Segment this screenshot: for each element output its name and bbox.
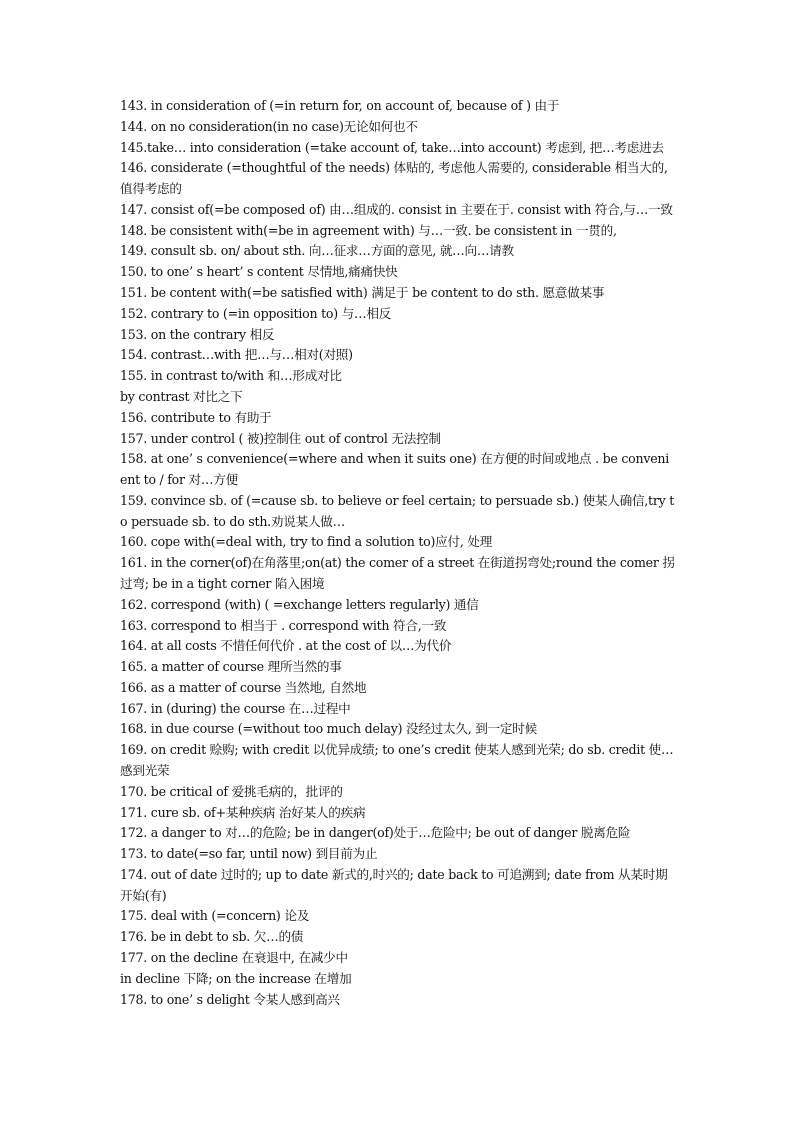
- text-line: 177. on the decline 在衰退中, 在减少中: [120, 950, 348, 966]
- text-line: in decline 下降; on the increase 在增加: [120, 970, 352, 986]
- text-line: 161. in the corner(of)在角落里;on(at) the comer of a street 在街道拐弯处;round the comer 拐过弯; be in a tight corner 陷入困境: [120, 555, 675, 591]
- text-line: by contrast 对比之下: [120, 388, 243, 404]
- text-line: 160. cope with(=deal with, try to find a solution to)应付, 处理: [120, 534, 493, 550]
- text-line: 146. considerate (=thoughtful of the needs) 体贴的, 考虑他人需要的, considerable 相当大的,值得考虑的: [120, 160, 668, 197]
- text-line: 166. as a matter of course 当然地, 自然地: [120, 679, 367, 695]
- text-line: 145.take… into consideration (=take account of, take…into account) 考虑到, 把…考虑进去: [120, 139, 664, 155]
- text-line: 149. consult sb. on/ about sth. 向…征求…方面的意见, 就…向…请教: [120, 243, 514, 259]
- text-line: 155. in contrast to/with 和…形成对比: [120, 368, 342, 384]
- text-line: 174. out of date 过时的; up to date 新式的,时兴的; date back to 可追溯到; date from 从某时期开始(有): [120, 866, 668, 903]
- text-line: 162. correspond (with) ( =exchange letters regularly) 通信: [120, 596, 479, 612]
- text-line: 175. deal with (=concern) 论及: [120, 908, 310, 924]
- text-line: 150. to one’ s heart’ s content 尽情地,痛痛快快: [120, 264, 398, 280]
- text-line: 148. be consistent with(=be in agreement with) 与…一致. be consistent in 一贯的,: [120, 222, 617, 238]
- text-line: 151. be content with(=be satisfied with) 满足于 be content to do sth. 愿意做某事: [120, 285, 605, 301]
- text-line: 171. cure sb. of+某种疾病 治好某人的疾病: [120, 804, 366, 820]
- text-line: 143. in consideration of (=in return for, on account of, because of ) 由于: [120, 98, 560, 113]
- text-line: 170. be critical of 爱挑毛病的，批评的: [120, 783, 343, 799]
- text-line: 164. at all costs 不惜任何代价 . at the cost of 以…为代价: [120, 638, 452, 654]
- text-line: 169. on credit 赊购; with credit 以优异成绩; to one’s credit 使某人感到光荣; do sb. credit 使…感到光荣: [120, 742, 674, 778]
- text-line: 176. be in debt to sb. 欠…的债: [120, 929, 304, 945]
- text-line: 173. to date(=so far, until now) 到目前为止: [120, 846, 378, 862]
- text-line: 157. under control ( 被)控制住 out of control 无法控制: [120, 430, 441, 446]
- text-line: 172. a danger to 对…的危险; be in danger(of)处于…危险中; be out of danger 脱离危险: [120, 825, 631, 841]
- document-body: [120, 96, 676, 1010]
- text-line: 159. convince sb. of (=cause sb. to believe or feel certain; to persuade sb.) 使某人确信,try to persuade sb. to do sth.劝说某人做…: [120, 492, 675, 529]
- text-line: 165. a matter of course 理所当然的事: [120, 659, 342, 675]
- text-line: 154. contrast…with 把…与…相对(对照): [120, 347, 353, 363]
- text-line: 153. on the contrary 相反: [120, 326, 275, 342]
- text-line: 163. correspond to 相当于 . correspond with 符合,一致: [120, 617, 447, 633]
- text-line: 156. contribute to 有助于: [120, 409, 272, 425]
- text-line: 168. in due course (=without too much delay) 没经过太久, 到一定时候: [120, 721, 537, 737]
- text-line: 147. consist of(=be composed of) 由…组成的. consist in 主要在于. consist with 符合,与…一致: [120, 201, 673, 217]
- text-line: 152. contrary to (=in opposition to) 与…相反: [120, 305, 392, 321]
- text-line: 144. on no consideration(in no case)无论如何也不: [120, 118, 418, 134]
- text-line: 178. to one’ s delight 令某人感到高兴: [120, 991, 340, 1007]
- text-line: 158. at one’ s convenience(=where and when it suits one) 在方便的时间或地点 . be convenient to / for 对…方便: [120, 451, 670, 488]
- text-line: 167. in (during) the course 在…过程中: [120, 700, 351, 716]
